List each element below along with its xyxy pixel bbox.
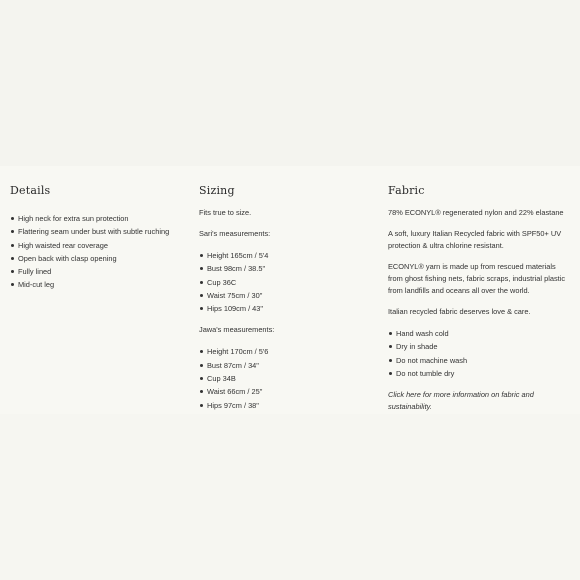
sizing-column [199, 184, 377, 421]
list-item: Mid-cut leg [18, 278, 188, 291]
details-list [10, 212, 188, 292]
list-item: Cup 36C [207, 276, 377, 289]
list-item: Hips 109cm / 43" [207, 302, 377, 315]
list-item: Do not tumble dry [396, 367, 570, 380]
fabric-description: A soft, luxury Italian Recycled fabric with SPF50+ UV protection & ultra chlorine resistant. [388, 229, 562, 250]
list-item: Hips 97cm / 38" [207, 399, 377, 412]
care-list [388, 327, 570, 380]
fabric-composition: 78% ECONYL® regenerated nylon and 22% elastane [388, 208, 564, 217]
list-item: Waist 66cm / 25" [207, 385, 377, 398]
jawa-measurements-list [199, 345, 377, 411]
list-item: Open back with clasp opening [18, 252, 188, 265]
details-heading: Details [10, 184, 51, 197]
list-item: Dry in shade [396, 340, 570, 353]
list-item: Flattering seam under bust with subtle ruching [18, 225, 188, 238]
care-intro: Italian recycled fabric deserves love & care. [388, 307, 531, 316]
list-item: Height 165cm / 5'4 [207, 249, 377, 262]
sizing-heading: Sizing [199, 184, 235, 197]
list-item: High neck for extra sun protection [18, 212, 188, 225]
jawa-measurements-label: Jawa's measurements: [199, 325, 275, 335]
fabric-column [388, 184, 570, 422]
sari-measurements-list [199, 249, 377, 315]
list-item: Bust 87cm / 34" [207, 359, 377, 372]
fit-note: Fits true to size. [199, 208, 252, 217]
top-image-area [0, 0, 580, 166]
list-item: Cup 34B [207, 372, 377, 385]
list-item: Bust 98cm / 38.5" [207, 262, 377, 275]
list-item: Height 170cm / 5'6 [207, 345, 377, 358]
list-item: High waisted rear coverage [18, 239, 188, 252]
sari-measurements-label: Sari's measurements: [199, 229, 271, 238]
more-info-link[interactable]: Click here for more information on fabric and sustainability. [388, 390, 534, 412]
list-item: Fully lined [18, 265, 188, 278]
list-item: Hand wash cold [396, 327, 570, 340]
details-column [10, 184, 188, 301]
econyl-description: ECONYL® yarn is made up from rescued materials from ghost fishing nets, fabric scraps, industrial plastic from landfills and oceans all over the world. [388, 262, 566, 295]
list-item: Waist 75cm / 30" [207, 289, 377, 302]
fabric-heading: Fabric [388, 184, 425, 197]
bottom-image-area [0, 414, 580, 580]
list-item: Do not machine wash [396, 354, 570, 367]
